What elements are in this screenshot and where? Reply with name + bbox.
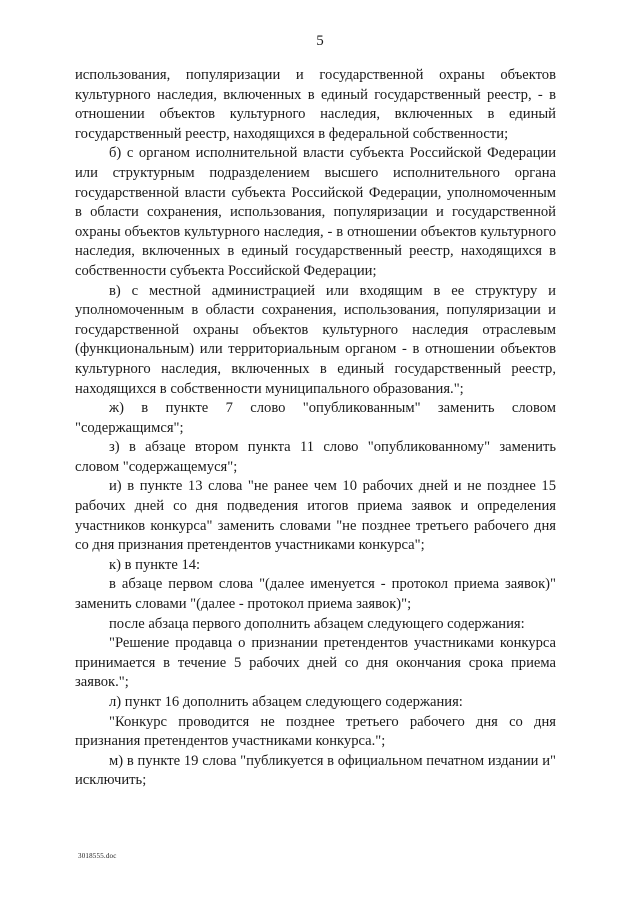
document-body (75, 66, 556, 791)
paragraph-8: в абзаце первом слова "(далее именуется - протокол приема заявок)" заменить словами "(далее - протокол приема заявок)"; (75, 576, 556, 613)
paragraph-7: к) в пункте 14: (109, 556, 201, 573)
paragraph-1: использования, популяризации и государственной охраны объектов культурного наследия, включенных в единый государственный реестр, - в отношении объектов культурного наследия, включенных в единый государственный реестр, находящихся в федеральной собственности; (75, 67, 556, 142)
paragraph-10: "Решение продавца о признании претендентов участниками конкурса принимается в течение 5 рабочих дней со дня окончания срока приема заявок."; (75, 635, 556, 691)
paragraph-13: м) в пункте 19 слова "публикуется в официальном печатном издании и" исключить; (75, 752, 556, 789)
paragraph-5: з) в абзаце втором пункта 11 слово "опубликованному" заменить словом "содержащемуся"; (75, 439, 556, 475)
page-number: 5 (316, 33, 324, 49)
paragraph-4: ж) в пункте 7 слово "опубликованным" заменить словом "содержащимся"; (75, 400, 556, 436)
paragraph-12: "Конкурс проводится не позднее третьего рабочего дня со дня признания претендентов участниками конкурса."; (75, 713, 556, 750)
paragraph-6: и) в пункте 13 слова "не ранее чем 10 рабочих дней и не позднее 15 рабочих дней со дня подведения итогов приема заявок и определения участников конкурса" заменить словами "не позднее третьего рабочего дня со дня признания претендентов участниками конкурса"; (75, 478, 556, 554)
document-file-name: 3018555.doc (78, 852, 117, 860)
paragraph-2: б) с органом исполнительной власти субъекта Российской Федерации или структурным подразделением высшего исполнительного органа государственной власти субъекта Российской Федерации, уполномоченным в области сохранения, использования, популяризации и государственной охраны объектов культурного наследия, - в отношении объектов культурного наследия, включенных в единый государственный реестр, находящихся в собственности субъекта Российской Федерации; (75, 145, 556, 279)
paragraph-9: после абзаца первого дополнить абзацем следующего содержания: (109, 615, 525, 632)
paragraph-11: л) пункт 16 дополнить абзацем следующего содержания: (109, 694, 463, 710)
paragraph-3: в) с местной администрацией или входящим в ее структуру и уполномоченным в области сохранения, использования, популяризации и государственной охраны объектов культурного наследия отраслевым (функциональным) или территориальным органом - в отношении объектов культурного наследия, включенных в единый государственный реестр, находящихся в собственности муниципального образования."; (75, 282, 556, 397)
